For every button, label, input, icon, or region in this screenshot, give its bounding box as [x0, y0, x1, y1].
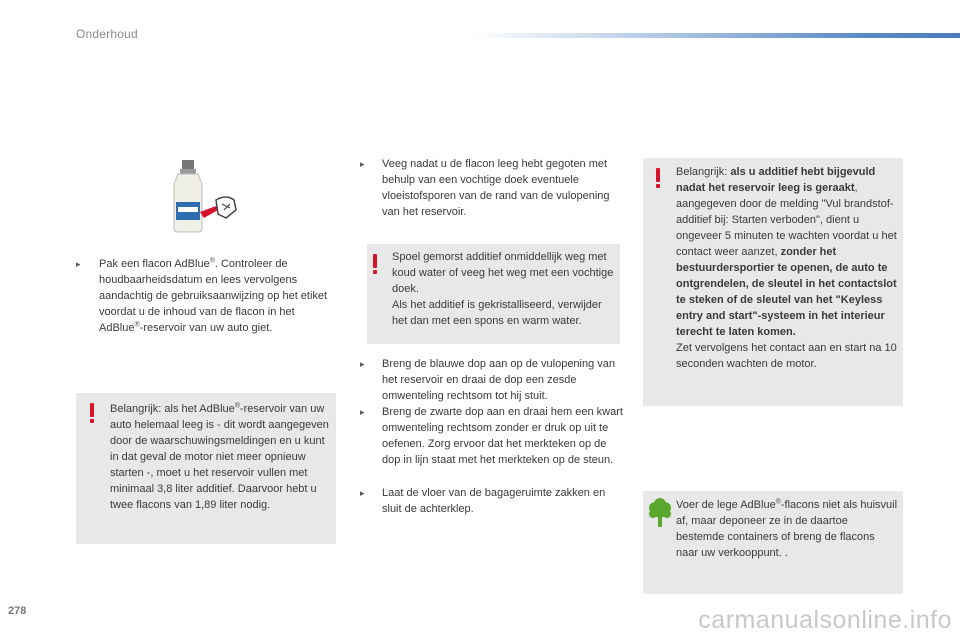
instruction-close-tailgate: ▸ Laat de vloer van de bagageruimte zakken en sluit de achterklep. [360, 487, 606, 515]
bullet-icon: ▸ [360, 488, 365, 498]
instruction-wipe-filler: ▸ Veeg nadat u de flacon leeg hebt gegoten met behulp van een vochtige doek eventuele vloeistofsporen van de rand van de vulopening van het reservoir. [360, 158, 610, 218]
adblue-flacon-illustration [164, 158, 244, 236]
eco-box-recycle-flacons: Voer de lege AdBlue®-flacons niet als huisvuil af, maar deponeer ze in de daartoe bestemde containers of breng de flacons naar uw verkooppunt. . [643, 491, 903, 594]
warning-icon [89, 403, 95, 423]
section-title: Onderhoud [76, 27, 138, 41]
bullet-icon: ▸ [360, 159, 365, 169]
tree-icon [647, 498, 673, 528]
warning-box-spilled-additive: Spoel gemorst additief onmiddellijk weg met koud water of veeg het weg met een vochtige doek. Als het additief is gekristalliseerd, verwijder het dan met een spons en warm water. [367, 244, 620, 344]
warning-box-empty-reservoir: Belangrijk: als het AdBlue®-reservoir van uw auto helemaal leeg is - dit wordt aangegeven door de waarschuwingsmeldingen en u kunt in dat geval de motor niet meer opnieuw starten -, moet u het reservoir vullen met minimaal 3,8 liter additief. Daarvoor hebt u twee flacons van 1,89 liter nodig. [76, 393, 336, 544]
watermark: carmanualsonline.info [698, 606, 952, 634]
instruction-take-flacon: ▸ Pak een flacon AdBlue®. Controleer de houdbaarheidsdatum en lees vervolgens aandachtig de gebruiksaanwijzing op het etiket voordat u de inhoud van de flacon in het AdBlue®-reservoir van uw auto giet. [76, 257, 328, 334]
warning-box-refill-procedure: Belangrijk: als u additief hebt bijgevuld nadat het reservoir leeg is geraakt, aangegeven door de melding "Vul brandstof- additief bij: Starten verboden", dient u ongeveer 5 minuten te wachten voordat u het contact weer aanzet, zonder het bestuurdersportier te openen, de auto te ontgrendelen, de sleutel in het contactslot te steken of de sleutel van het "Keyless entry and start"-systeem in het interieur terecht te laten komen. Zet vervolgens het contact aan en start na 10 seconden wachten de motor. [643, 158, 903, 406]
warning-icon [655, 168, 661, 188]
bullet-icon: ▸ [360, 359, 365, 369]
header-accent-bar [470, 33, 960, 38]
warning-icon [372, 254, 378, 274]
adblue-flacon-icon [164, 158, 244, 236]
instruction-blue-cap: ▸ Breng de blauwe dop aan op de vulopening van het reservoir en draai de dop een zesde omwenteling rechtsom tot hij stuit. [360, 358, 616, 402]
bullet-icon: ▸ [76, 259, 81, 269]
bullet-icon: ▸ [360, 407, 365, 417]
page-number: 278 [8, 605, 27, 617]
instruction-black-cap: ▸ Breng de zwarte dop aan en draai hem een kwart omwenteling rechtsom zonder er druk op uit te oefenen. Zorg ervoor dat het merkteken op de dop in lijn staat met het merkteken op de steun. [360, 406, 623, 466]
